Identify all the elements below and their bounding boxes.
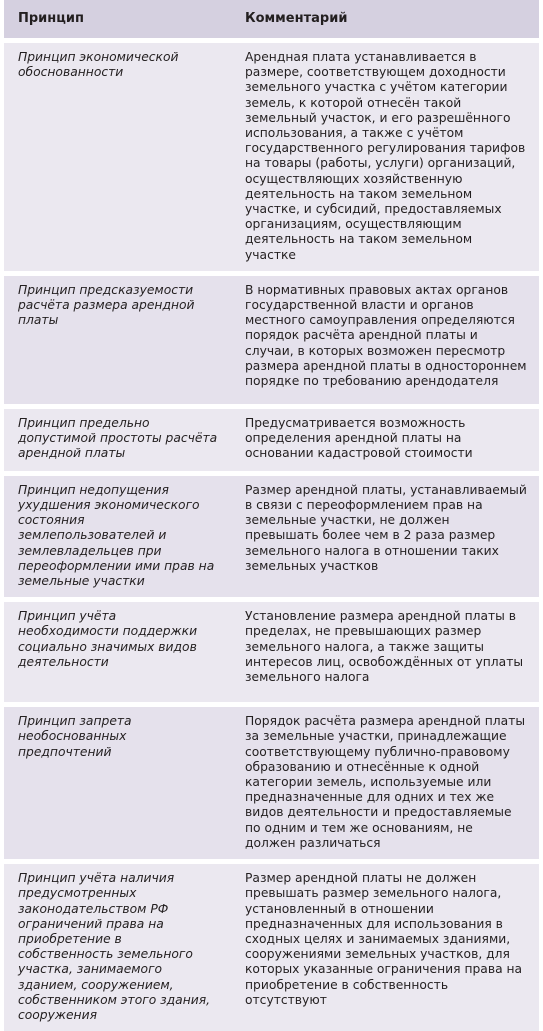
table-row <box>4 43 539 271</box>
principle-cell: Принцип предельно допустимой простоты расчёта арендной платы <box>4 409 231 471</box>
principle-cell: Принцип недопущения ухудшения экономического состояния землепользователей и землевладельцев при переоформлении ими прав на земельные участки <box>4 476 231 597</box>
principle-cell: Принцип экономической обоснованности <box>4 43 231 271</box>
comment-cell: Установление размера арендной платы в пределах, не превышающих размер земельного налога, а также защиты интересов лиц, освобождённых от уплаты земельного налога <box>231 602 539 702</box>
table-row <box>4 476 539 597</box>
comment-cell: В нормативных правовых актах органов государственной власти и органов местного самоуправления определяются порядок расчёта арендной платы и случаи, в которых возможен пересмотр размера арендной платы в одностороннем порядке по требованию арендодателя <box>231 276 539 404</box>
principle-cell: Принцип предсказуемости расчёта размера арендной платы <box>4 276 231 404</box>
principle-cell: Принцип учёта наличия предусмотренных законодательством РФ ограничений права на приобретение в собственность земельного участка, занимаемого зданием, сооружением, собственником этого здания, сооружения <box>4 864 231 1031</box>
column-header-comment: Комментарий <box>231 0 539 38</box>
principle-cell: Принцип запрета необоснованных предпочтений <box>4 707 231 859</box>
table-header-row <box>4 0 539 38</box>
comment-cell: Порядок расчёта размера арендной платы за земельные участки, принадлежащие соответствующему публично-правовому образованию и отнесённые к одной категории земель, используемые или предназначенные для одних и тех же видов деятельности и предоставляемые по одним и тем же основаниям, не должен различаться <box>231 707 539 859</box>
table-row <box>4 707 539 859</box>
comment-cell: Размер арендной платы не должен превышать размер земельного налога, установленный в отношении предназначенных для использования в сходных целях и занимаемых зданиями, сооружениями земельных участков, для которых указанные ограничения права на приобретение в собственность отсутствуют <box>231 864 539 1031</box>
comment-cell: Арендная плата устанавливается в размере, соответствующем доходности земельного участка с учётом категории земель, к которой отнесён такой земельный участок, и его разрешённого использования, а также с учётом государственного регулирования тарифов на товары (работы, услуги) организаций, осуществляющих хозяйственную деятельность на таком земельном участке, и субсидий, предоставляемых организациям, осуществляющим деятельность на таком земельном участке <box>231 43 539 271</box>
principles-table <box>4 0 539 1031</box>
comment-cell: Размер арендной платы, устанавливаемый в связи с переоформлением прав на земельные участки, не должен превышать более чем в 2 раза размер земельного налога в отношении таких земельных участков <box>231 476 539 597</box>
table-row <box>4 864 539 1031</box>
table-row <box>4 409 539 471</box>
comment-cell: Предусматривается возможность определения арендной платы на основании кадастровой стоимости <box>231 409 539 471</box>
principle-cell: Принцип учёта необходимости поддержки социально значимых видов деятельности <box>4 602 231 702</box>
table-row <box>4 602 539 702</box>
table-row <box>4 276 539 404</box>
column-header-principle: Принцип <box>4 0 231 38</box>
